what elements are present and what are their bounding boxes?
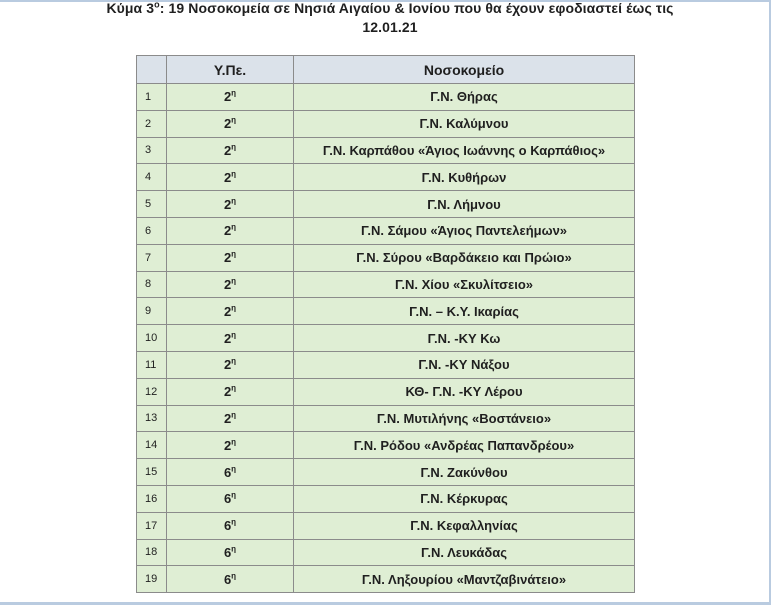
row-hospital: Γ.Ν. Θήρας bbox=[294, 84, 635, 111]
row-ype bbox=[167, 164, 294, 191]
row-ype bbox=[167, 432, 294, 459]
title-text: : 19 Νοσοκομεία σε Νησιά Αιγαίου & Ιονίου που θα έχουν εφοδιαστεί έως τις bbox=[159, 0, 674, 16]
row-number: 14 bbox=[137, 432, 167, 459]
ype-number: 6 bbox=[223, 544, 232, 560]
table-row bbox=[137, 217, 635, 244]
ype-number: 2 bbox=[223, 89, 232, 105]
table-row bbox=[137, 164, 635, 191]
row-number: 17 bbox=[137, 512, 167, 539]
ype-number: 2 bbox=[223, 196, 232, 212]
ype-superscript: η bbox=[231, 330, 237, 340]
ype-superscript: η bbox=[231, 249, 237, 259]
row-number: 4 bbox=[137, 164, 167, 191]
table-row bbox=[137, 566, 635, 593]
ype-superscript: η bbox=[231, 223, 237, 233]
row-hospital: Γ.Ν. Ληξουρίου «Μαντζαβινάτειο» bbox=[294, 566, 635, 593]
row-number: 16 bbox=[137, 485, 167, 512]
ype-superscript: η bbox=[231, 464, 237, 474]
ype-number: 2 bbox=[223, 250, 232, 266]
row-ype bbox=[167, 191, 294, 218]
ype-number: 2 bbox=[223, 169, 232, 185]
ype-number: 2 bbox=[223, 384, 232, 400]
table-row bbox=[137, 244, 635, 271]
row-ype bbox=[167, 378, 294, 405]
row-ype bbox=[167, 539, 294, 566]
row-hospital: Γ.Ν. Λήμνου bbox=[294, 191, 635, 218]
table-body bbox=[137, 84, 635, 593]
ype-superscript: η bbox=[231, 276, 237, 286]
ype-superscript: η bbox=[231, 169, 237, 179]
table-row bbox=[137, 110, 635, 137]
row-number: 12 bbox=[137, 378, 167, 405]
row-number: 19 bbox=[137, 566, 167, 593]
row-hospital: Γ.Ν. Καρπάθου «Άγιος Ιωάννης ο Καρπάθιος» bbox=[294, 137, 635, 164]
table-header-row bbox=[137, 56, 635, 84]
ype-superscript: η bbox=[231, 357, 237, 367]
row-number: 3 bbox=[137, 137, 167, 164]
ype-number: 2 bbox=[223, 330, 232, 346]
ype-superscript: η bbox=[231, 115, 237, 125]
row-number: 5 bbox=[137, 191, 167, 218]
row-hospital: Γ.Ν. Σάμου «Άγιος Παντελεήμων» bbox=[294, 217, 635, 244]
table-row bbox=[137, 405, 635, 432]
ype-number: 2 bbox=[223, 116, 232, 132]
row-number: 1 bbox=[137, 84, 167, 111]
table-row bbox=[137, 485, 635, 512]
table-row bbox=[137, 432, 635, 459]
ype-superscript: η bbox=[231, 437, 237, 447]
row-hospital: ΚΘ- Γ.Ν. -ΚΥ Λέρου bbox=[294, 378, 635, 405]
row-ype bbox=[167, 217, 294, 244]
title-line-1 bbox=[90, 0, 690, 18]
row-number: 7 bbox=[137, 244, 167, 271]
table-row bbox=[137, 325, 635, 352]
table-row bbox=[137, 137, 635, 164]
row-ype bbox=[167, 405, 294, 432]
ype-number: 2 bbox=[223, 357, 232, 373]
row-ype bbox=[167, 351, 294, 378]
ype-number: 2 bbox=[223, 276, 232, 292]
ype-number: 2 bbox=[223, 437, 232, 453]
row-number: 13 bbox=[137, 405, 167, 432]
hospitals-table bbox=[136, 55, 635, 593]
ype-number: 6 bbox=[223, 491, 232, 507]
table-row bbox=[137, 378, 635, 405]
row-hospital: Γ.Ν. Μυτιλήνης «Βοστάνειο» bbox=[294, 405, 635, 432]
row-hospital: Γ.Ν. – Κ.Υ. Ικαρίας bbox=[294, 298, 635, 325]
row-ype bbox=[167, 459, 294, 486]
ype-number: 6 bbox=[223, 571, 232, 587]
ype-superscript: η bbox=[231, 196, 237, 206]
ype-number: 6 bbox=[223, 464, 232, 480]
table-row bbox=[137, 271, 635, 298]
row-ype bbox=[167, 298, 294, 325]
table-row bbox=[137, 191, 635, 218]
row-number: 15 bbox=[137, 459, 167, 486]
table-row bbox=[137, 351, 635, 378]
row-hospital: Γ.Ν. Κεφαλληνίας bbox=[294, 512, 635, 539]
row-number: 9 bbox=[137, 298, 167, 325]
row-ype bbox=[167, 512, 294, 539]
row-number: 11 bbox=[137, 351, 167, 378]
row-number: 18 bbox=[137, 539, 167, 566]
ype-superscript: η bbox=[231, 303, 237, 313]
header-number bbox=[137, 56, 167, 84]
row-number: 6 bbox=[137, 217, 167, 244]
row-hospital: Γ.Ν. Χίου «Σκυλίτσειο» bbox=[294, 271, 635, 298]
ype-superscript: η bbox=[231, 89, 237, 99]
row-ype bbox=[167, 485, 294, 512]
ype-number: 2 bbox=[223, 410, 232, 426]
row-hospital: Γ.Ν. Ρόδου «Ανδρέας Παπανδρέου» bbox=[294, 432, 635, 459]
row-ype bbox=[167, 325, 294, 352]
row-hospital: Γ.Ν. Λευκάδας bbox=[294, 539, 635, 566]
row-number: 2 bbox=[137, 110, 167, 137]
row-hospital: Γ.Ν. Σύρου «Βαρδάκειο και Πρώιο» bbox=[294, 244, 635, 271]
row-hospital: Γ.Ν. Κέρκυρας bbox=[294, 485, 635, 512]
row-hospital: Γ.Ν. -ΚΥ Νάξου bbox=[294, 351, 635, 378]
title-superscript: ο bbox=[154, 0, 160, 10]
table-row bbox=[137, 512, 635, 539]
ype-superscript: η bbox=[231, 491, 237, 501]
ype-superscript: η bbox=[231, 383, 237, 393]
row-ype bbox=[167, 137, 294, 164]
table-row bbox=[137, 84, 635, 111]
row-ype bbox=[167, 244, 294, 271]
ype-superscript: η bbox=[231, 410, 237, 420]
table-row bbox=[137, 298, 635, 325]
document-title bbox=[90, 0, 690, 37]
row-hospital: Γ.Ν. Καλύμνου bbox=[294, 110, 635, 137]
row-ype bbox=[167, 84, 294, 111]
ype-superscript: η bbox=[231, 571, 237, 581]
title-prefix: Κύμα 3 bbox=[106, 0, 155, 16]
row-hospital: Γ.Ν. Ζακύνθου bbox=[294, 459, 635, 486]
ype-number: 2 bbox=[223, 142, 232, 158]
row-hospital: Γ.Ν. Κυθήρων bbox=[294, 164, 635, 191]
ype-number: 6 bbox=[223, 518, 232, 534]
header-hospital: Νοσοκομείο bbox=[294, 56, 635, 84]
table-row bbox=[137, 539, 635, 566]
ype-superscript: η bbox=[231, 517, 237, 527]
row-ype bbox=[167, 566, 294, 593]
title-date: 12.01.21 bbox=[362, 19, 418, 35]
row-ype bbox=[167, 110, 294, 137]
ype-superscript: η bbox=[231, 544, 237, 554]
row-ype bbox=[167, 271, 294, 298]
row-hospital: Γ.Ν. -ΚΥ Κω bbox=[294, 325, 635, 352]
row-number: 10 bbox=[137, 325, 167, 352]
header-ype: Υ.Πε. bbox=[167, 56, 294, 84]
ype-superscript: η bbox=[231, 142, 237, 152]
ype-number: 2 bbox=[223, 223, 232, 239]
row-number: 8 bbox=[137, 271, 167, 298]
table-row bbox=[137, 459, 635, 486]
ype-number: 2 bbox=[223, 303, 232, 319]
